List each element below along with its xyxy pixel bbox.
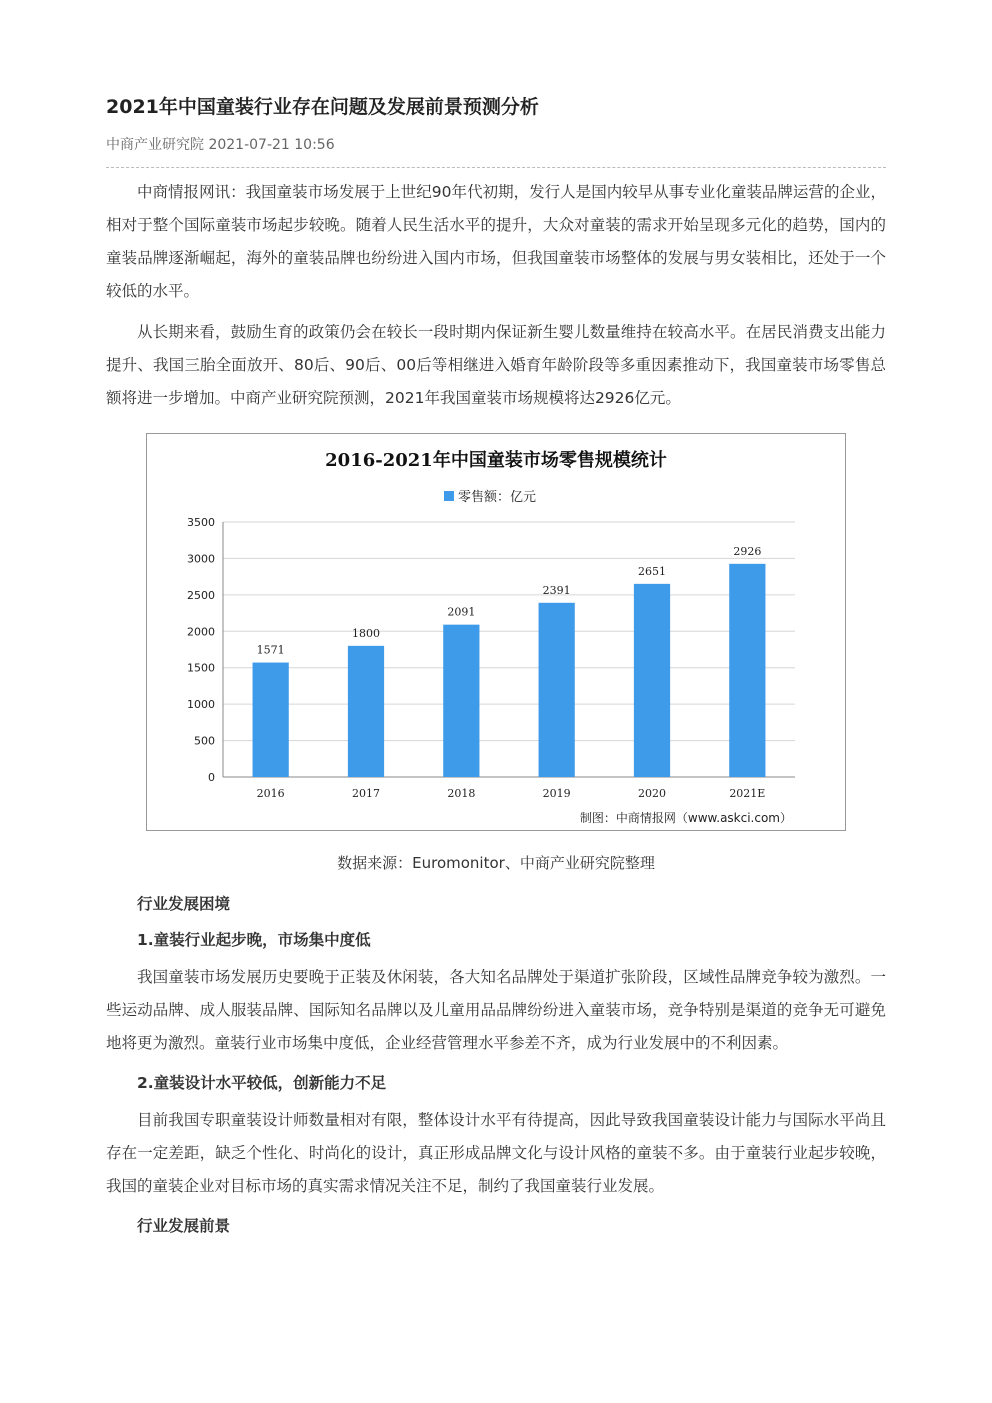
x-tick-label: 2021E [729, 787, 766, 800]
article-body [106, 176, 886, 1247]
x-tick-label: 2016 [256, 787, 285, 800]
section-heading-prospects: 行业发展前景 [137, 1217, 231, 1235]
section-heading-challenges: 行业发展困境 [137, 895, 231, 913]
x-tick-label: 2017 [352, 787, 380, 800]
y-tick-label: 3000 [187, 552, 215, 566]
bar [634, 584, 670, 777]
bars [253, 545, 766, 800]
chart-caption: 数据来源：Euromonitor、中商产业研究院整理 [337, 854, 655, 872]
paragraph-design: 目前我国专职童装设计师数量相对有限，整体设计水平有待提高，因此导致我国童装设计能力与国际水平尚且存在一定差距，缺乏个性化、时尚化的设计，真正形成品牌文化与设计风格的童装不多。由于童装行业起步较晚，我国的童装企业对目标市场的真实需求情况关注不足，制约了我国童装行业发展。 [106, 1111, 886, 1195]
paragraph-late-start: 我国童装市场发展历史要晚于正装及休闲装，各大知名品牌处于渠道扩张阶段，区域性品牌竞争较为激烈。一些运动品牌、成人服装品牌、国际知名品牌以及儿童用品品牌纷纷进入童装市场，竞争特别是渠道的竞争无可避免地将更为激烈。童装行业市场集中度低，企业经营管理水平参差不齐，成为行业发展中的不利因素。 [106, 968, 886, 1052]
article-title: 2021年中国童装行业存在问题及发展前景预测分析 [106, 96, 539, 118]
y-tick-label: 2000 [187, 625, 215, 639]
data-label: 1571 [256, 643, 285, 657]
paragraph-outlook: 从长期来看，鼓励生育的政策仍会在较长一段时期内保证新生婴儿数量维持在较高水平。在居民消费支出能力提升、我国三胎全面放开、80后、90后、00后等相继进入婚育年龄阶段等多重因素推动下，我国童装市场零售总额将进一步增加。中商产业研究院预测，2021年我国童装市场规模将达2926亿元。 [106, 323, 886, 407]
y-tick-label: 3500 [187, 516, 215, 529]
y-tick-label: 1500 [187, 661, 215, 675]
x-tick-label: 2019 [542, 787, 571, 800]
paragraph-intro: 中商情报网讯：我国童装市场发展于上世纪90年代初期，发行人是国内较早从事专业化童装品牌运营的企业，相对于整个国际童装市场起步较晚。随着人民生活水平的提升，大众对童装的需求开始呈现多元化的趋势，国内的童装品牌逐渐崛起，海外的童装品牌也纷纷进入国内市场，但我国童装市场整体的发展与男女装相比，还处于一个较低的水平。 [106, 183, 886, 300]
data-label: 2926 [733, 544, 762, 558]
bar-chart [146, 433, 846, 831]
bar [348, 646, 384, 777]
data-label: 2651 [638, 564, 666, 578]
bar [729, 564, 765, 777]
chart-svg [147, 434, 845, 830]
bar [539, 603, 575, 777]
divider [106, 167, 886, 168]
y-tick-label: 1000 [187, 698, 215, 712]
bar [253, 663, 289, 777]
subheading-late-start: 1.童装行业起步晚，市场集中度低 [137, 931, 371, 949]
legend-label: 零售额：亿元 [458, 490, 537, 505]
article-meta: 中商产业研究院 2021-07-21 10:56 [106, 137, 335, 153]
chart-credit: 制图：中商情报网（www.askci.com） [579, 811, 792, 825]
subheading-design: 2.童装设计水平较低，创新能力不足 [137, 1074, 387, 1092]
chart-title: 2016-2021年中国童装市场零售规模统计 [325, 450, 667, 471]
y-tick-label: 0 [208, 771, 215, 784]
x-tick-label: 2020 [638, 787, 666, 800]
bar [443, 625, 479, 777]
y-tick-label: 500 [194, 734, 215, 748]
x-tick-label: 2018 [447, 787, 476, 800]
y-tick-label: 2500 [187, 588, 215, 602]
data-label: 1800 [352, 626, 380, 640]
legend-swatch [444, 491, 454, 501]
data-label: 2091 [447, 605, 476, 619]
data-label: 2391 [542, 583, 571, 597]
